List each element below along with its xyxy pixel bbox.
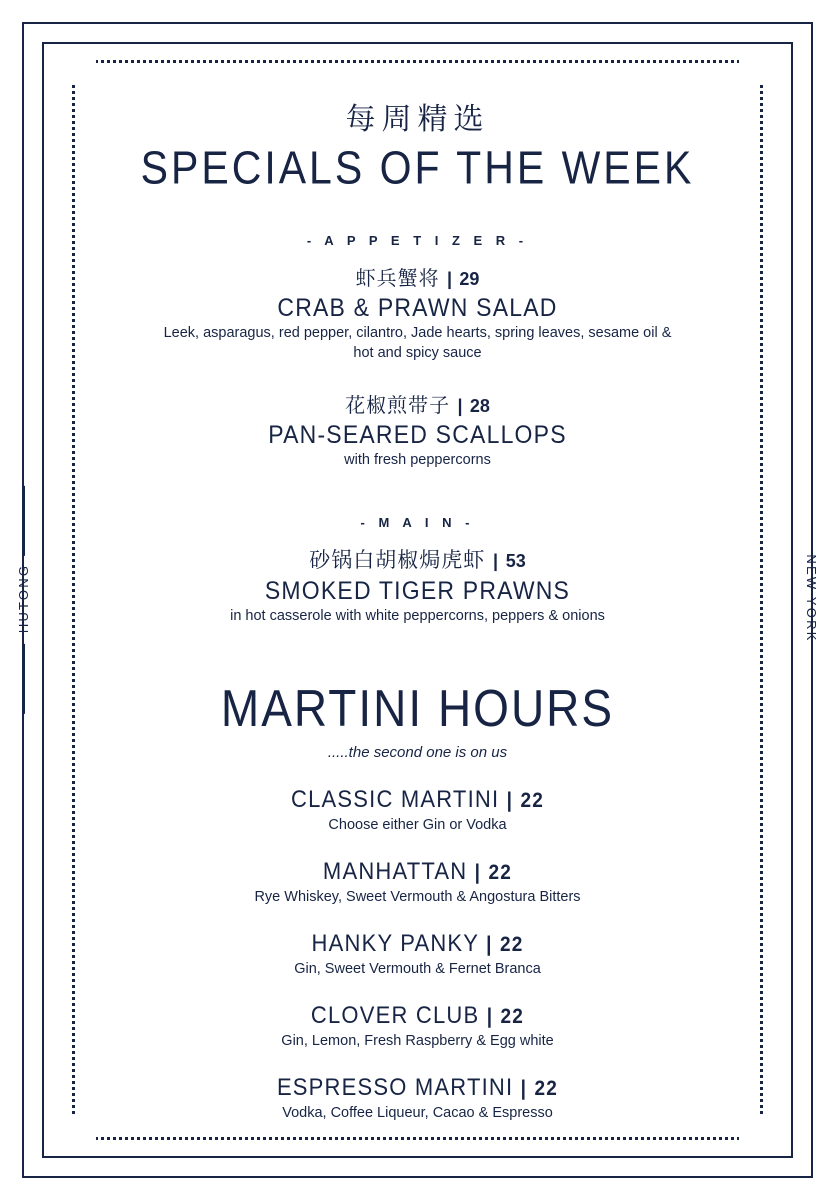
drink-item: [100, 785, 735, 833]
side-label-left: [16, 478, 31, 722]
page-title-chinese: 每周精选: [345, 102, 490, 137]
dotted-notch-bottom-left: [62, 1116, 96, 1150]
drink-price: 22: [488, 861, 513, 885]
menu-item-chinese-line: [100, 544, 735, 574]
menu-item-separator: |: [446, 269, 452, 289]
side-rule-bottom-right: [811, 654, 813, 724]
menu-item-name: SMOKED TIGER PRAWNS: [264, 575, 571, 605]
side-label-right-text: NEW YORK: [804, 554, 819, 643]
section-label-appetizer: - A P P E T I Z E R -: [306, 233, 529, 248]
drink-name: CLOVER CLUB: [310, 1001, 480, 1029]
drink-name-line: [100, 1001, 735, 1030]
drink-description: Gin, Sweet Vermouth & Fernet Branca: [294, 961, 541, 978]
menu-item-name: CRAB & PRAWN SALAD: [277, 293, 558, 322]
martini-hours-subtitle: .....the second one is on us: [327, 744, 508, 762]
drink-name-line: [100, 857, 735, 886]
dotted-notch-bottom-right: [739, 1116, 773, 1150]
dotted-notch-top-right: [739, 50, 773, 84]
drink-price: 22: [500, 1005, 525, 1029]
page-title: SPECIALS OF THE WEEK: [140, 142, 695, 194]
menu-item: [100, 262, 735, 363]
side-label-right: [804, 468, 819, 731]
menu-item-description: in hot casserole with white peppercorns, peppers & onions: [230, 607, 605, 624]
menu-item-description: with fresh peppercorns: [344, 452, 491, 469]
drink-item: [100, 1001, 735, 1049]
menu-item-chinese: 虾兵蟹将: [355, 266, 440, 290]
menu-item: [100, 389, 735, 471]
section-label-main: - M A I N -: [360, 514, 475, 530]
drink-name: MANHATTAN: [322, 857, 468, 885]
drink-separator: |: [520, 1077, 528, 1101]
drink-name-line: [100, 929, 735, 958]
menu-item-separator: |: [492, 550, 498, 571]
menu-content: [100, 82, 735, 1121]
drink-name: CLASSIC MARTINI: [290, 785, 500, 813]
drink-price: 22: [499, 933, 524, 957]
dotted-notch-top-left: [62, 50, 96, 84]
menu-item-chinese: 砂锅白胡椒焗虎虾: [309, 547, 486, 572]
drink-name: HANKY PANKY: [311, 929, 479, 957]
menu-item-price: 29: [459, 269, 480, 289]
drink-name-line: [100, 785, 735, 814]
side-label-left-text: HUTONG: [16, 563, 31, 634]
drink-description: Vodka, Coffee Liqueur, Cacao & Espresso: [282, 1105, 553, 1122]
menu-item-name: PAN-SEARED SCALLOPS: [268, 420, 567, 449]
drink-description: Gin, Lemon, Fresh Raspberry & Egg white: [281, 1033, 554, 1050]
side-rule-bottom-left: [23, 644, 25, 714]
drink-name-line: [100, 1073, 735, 1102]
drink-item: [100, 857, 735, 905]
menu-item-description: Leek, asparagus, red pepper, cilantro, Jade hearts, spring leaves, sesame oil & hot and spicy sauce: [163, 325, 672, 361]
menu-item-price: 28: [469, 396, 490, 417]
side-rule-top-left: [23, 486, 25, 556]
side-rule-top-right: [811, 476, 813, 546]
menu-item: [100, 544, 735, 627]
drink-item: [100, 1073, 735, 1121]
drink-price: 22: [520, 789, 544, 813]
drink-separator: |: [486, 933, 493, 957]
drink-price: 22: [534, 1077, 559, 1101]
drink-name: ESPRESSO MARTINI: [276, 1073, 514, 1101]
drink-separator: |: [486, 1005, 494, 1029]
drink-separator: |: [506, 789, 514, 813]
martini-hours-title: MARTINI HOURS: [220, 679, 615, 738]
drink-separator: |: [474, 861, 482, 885]
menu-item-chinese: 花椒煎带子: [345, 393, 451, 418]
drink-description: Rye Whiskey, Sweet Vermouth & Angostura Bitters: [254, 889, 581, 906]
menu-item-chinese-line: [100, 389, 735, 418]
drink-description: Choose either Gin or Vodka: [328, 817, 507, 834]
menu-item-price: 53: [505, 550, 526, 571]
menu-item-chinese-line: [100, 262, 735, 291]
drink-item: [100, 929, 735, 977]
menu-item-separator: |: [457, 396, 463, 417]
